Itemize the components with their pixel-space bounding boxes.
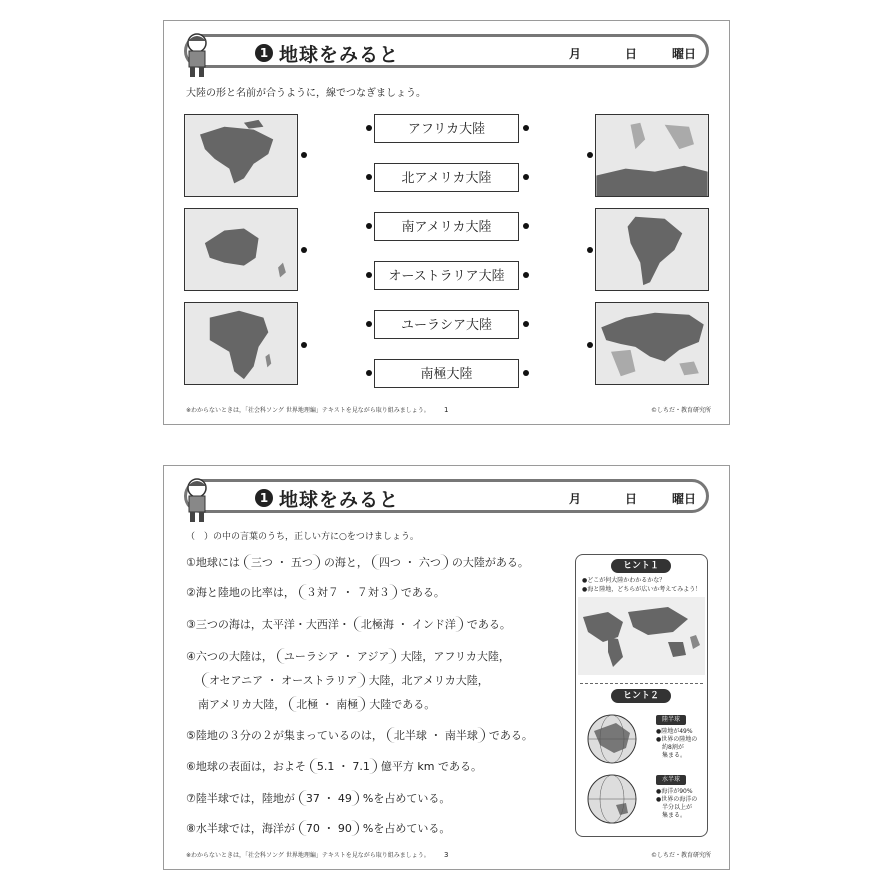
- worksheet-page-1: [163, 20, 730, 425]
- water-text-2: ●世界の海洋の: [656, 796, 698, 803]
- question-4b: オセアニア ・ オーストラリア 大陸，北アメリカ大陸，: [198, 672, 489, 688]
- north-america-map[interactable]: [184, 114, 298, 197]
- south-america-map[interactable]: [595, 208, 709, 291]
- match-dot[interactable]: [523, 272, 529, 278]
- match-dot[interactable]: [301, 152, 307, 158]
- match-dot[interactable]: [587, 247, 593, 253]
- header-bar: [184, 34, 709, 68]
- option-choice[interactable]: 70 ・ 90: [299, 820, 359, 836]
- water-text-4: 集まる。: [656, 812, 687, 819]
- option-choice[interactable]: 四つ ・ 六つ: [372, 554, 448, 570]
- world-map: [578, 597, 705, 675]
- antarctica-map[interactable]: [595, 114, 709, 197]
- hint1-line1: ●どこが何大陸かわかるかな？: [582, 577, 666, 584]
- page-number: 1: [444, 406, 449, 414]
- africa-map[interactable]: [184, 302, 298, 385]
- land-hemisphere-globe: [586, 713, 638, 765]
- question-1: ①地球には 三つ ・ 五つ の海と， 四つ ・ 六つ の大陸がある。: [186, 556, 529, 569]
- copyright: ©しちだ・教育研究所: [650, 407, 711, 414]
- land-hemisphere-badge: 陸半球: [656, 715, 686, 725]
- option-choice[interactable]: 北半球 ・ 南半球: [387, 727, 485, 743]
- hint2-title: ヒント２: [611, 689, 671, 703]
- match-dot[interactable]: [301, 247, 307, 253]
- question-4a: ④六つの大陸は， ユーラシア ・ アジア 大陸，アフリカ大陸，: [186, 650, 510, 663]
- match-dot[interactable]: [587, 152, 593, 158]
- match-dot[interactable]: [366, 321, 372, 327]
- option-choice[interactable]: ３対７ ・ ７対３: [299, 584, 397, 600]
- title-number: 1: [255, 44, 273, 62]
- continent-name-box: アフリカ大陸: [374, 114, 519, 143]
- question-3: ③三つの海は，太平洋・大西洋・ 北極海 ・ インド洋 である。: [186, 618, 511, 631]
- worksheet-page-3: [163, 465, 730, 870]
- question-6: ⑥地球の表面は，およそ 5.1 ・ 7.1 億平方 km である。: [186, 760, 482, 773]
- match-dot[interactable]: [366, 272, 372, 278]
- match-dot[interactable]: [366, 125, 372, 131]
- footer-note: ※わからないときは，「社会科ソング 世界地理編」テキストを見ながら取り組みましょう。: [186, 407, 430, 414]
- option-choice[interactable]: 5.1 ・ 7.1: [310, 758, 377, 774]
- match-dot[interactable]: [301, 342, 307, 348]
- hint1-title: ヒント１: [611, 559, 671, 573]
- continent-name-box: 北アメリカ大陸: [374, 163, 519, 192]
- water-hemisphere-globe: [586, 773, 638, 825]
- water-text-1: ●海洋が90%: [656, 788, 693, 795]
- option-choice[interactable]: 三つ ・ 五つ: [244, 554, 320, 570]
- australia-map[interactable]: [184, 208, 298, 291]
- option-choice[interactable]: 北極海 ・ インド洋: [354, 616, 463, 632]
- header-bar: [184, 479, 709, 513]
- question-5: ⑤陸地の３分の２が集まっているのは， 北半球 ・ 南半球 である。: [186, 729, 533, 742]
- copyright: ©しちだ・教育研究所: [650, 852, 711, 859]
- match-dot[interactable]: [523, 125, 529, 131]
- footer-note: ※わからないときは，「社会科ソング 世界地理編」テキストを見ながら取り組みましょう。: [186, 852, 430, 859]
- option-choice[interactable]: 37 ・ 49: [299, 790, 359, 806]
- continent-name-box: 南極大陸: [374, 359, 519, 388]
- page-title: 地球をみると: [279, 44, 400, 66]
- question-7: ⑦陸半球では，陸地が 37 ・ 49 %を占めている。: [186, 792, 451, 805]
- continent-name-box: オーストラリア大陸: [374, 261, 519, 290]
- page-title: 地球をみると: [279, 489, 400, 511]
- match-dot[interactable]: [366, 174, 372, 180]
- match-dot[interactable]: [523, 174, 529, 180]
- continent-name-box: ユーラシア大陸: [374, 310, 519, 339]
- option-choice[interactable]: オセアニア ・ オーストラリア: [202, 672, 365, 688]
- instruction: 大陸の形と名前が合うように，線でつなぎましょう。: [186, 88, 426, 99]
- match-dot[interactable]: [523, 223, 529, 229]
- page-number: 3: [444, 851, 449, 859]
- day-label: 日: [625, 492, 638, 506]
- question-4c: 南アメリカ大陸， 北極 ・ 南極 大陸である。: [198, 698, 436, 711]
- land-text-3: 約8割が: [656, 744, 684, 751]
- divider: [580, 683, 703, 684]
- question-2: ②海と陸地の比率は， ３対７ ・ ７対３ である。: [186, 586, 445, 599]
- mascot-icon: [179, 476, 215, 524]
- mascot-icon: [179, 31, 215, 79]
- option-choice[interactable]: 北極 ・ 南極: [289, 696, 365, 712]
- match-dot[interactable]: [366, 370, 372, 376]
- weekday-label: 曜日: [672, 492, 697, 506]
- hint-panel: [575, 554, 708, 837]
- match-dot[interactable]: [523, 321, 529, 327]
- day-label: 日: [625, 47, 638, 61]
- water-hemisphere-badge: 水半球: [656, 775, 686, 785]
- option-choice[interactable]: ユーラシア ・ アジア: [277, 648, 397, 664]
- month-label: 月: [569, 492, 582, 506]
- hint1-line2: ●海と陸地，どちらが広いか考えてみよう！: [582, 586, 702, 593]
- question-intro: （ ）の中の言葉のうち，正しい方に○をつけましょう。: [186, 532, 419, 542]
- match-dot[interactable]: [366, 223, 372, 229]
- continent-name-box: 南アメリカ大陸: [374, 212, 519, 241]
- water-text-3: 半分以上が: [656, 804, 693, 811]
- question-8: ⑧水半球では，海洋が 70 ・ 90 %を占めている。: [186, 822, 451, 835]
- match-dot[interactable]: [523, 370, 529, 376]
- land-text-2: ●世界の陸地の: [656, 736, 698, 743]
- month-label: 月: [569, 47, 582, 61]
- match-dot[interactable]: [587, 342, 593, 348]
- land-text-4: 集まる。: [656, 752, 687, 759]
- title-number: 1: [255, 489, 273, 507]
- eurasia-map[interactable]: [595, 302, 709, 385]
- land-text-1: ●陸地が49%: [656, 728, 693, 735]
- weekday-label: 曜日: [672, 47, 697, 61]
